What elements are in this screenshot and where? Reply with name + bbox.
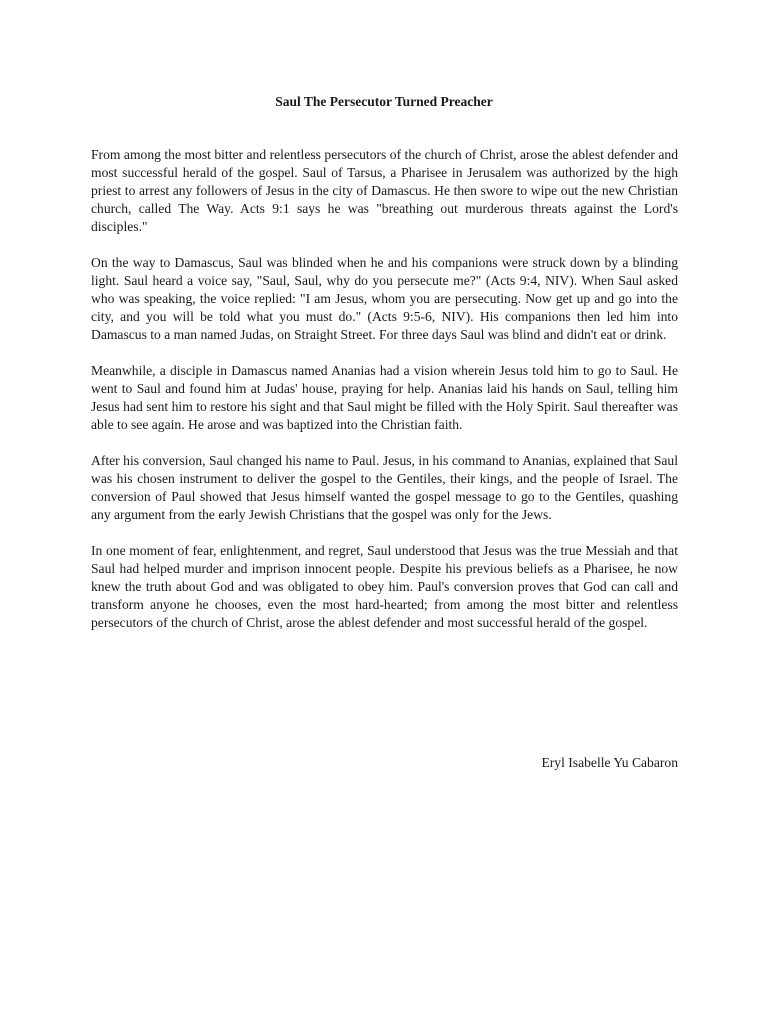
author-name: Eryl Isabelle Yu Cabaron: [541, 755, 678, 770]
document-body: [91, 146, 678, 650]
paragraph-4: After his conversion, Saul changed his name to Paul. Jesus, in his command to Ananias, explained that Saul was his chosen instrument to deliver the gospel to the Gentiles, their kings, and the people of Israel. The conversion of Paul showed that Jesus himself wanted the gospel message to go to the Gentiles, quashing any argument from the early Jewish Christians that the gospel was only for the Jews.: [91, 453, 678, 522]
paragraph-2: On the way to Damascus, Saul was blinded when he and his companions were struck down by a blinding light. Saul heard a voice say, "Saul, Saul, why do you persecute me?" (Acts 9:4, NIV). When Saul asked who was speaking, the voice replied: "I am Jesus, whom you are persecuting. Now get up and go into the city, and you will be told what you must do." (Acts 9:5-6, NIV). His companions then led him into Damascus to a man named Judas, on Straight Street. For three days Saul was blind and didn't eat or drink.: [91, 255, 678, 342]
paragraph-5: In one moment of fear, enlightenment, and regret, Saul understood that Jesus was the true Messiah and that Saul had helped murder and imprison innocent people. Despite his previous beliefs as a Pharisee, he now knew the truth about God and was obligated to obey him. Paul's conversion proves that God can call and transform anyone he chooses, even the most hard-hearted; from among the most bitter and relentless persecutors of the church of Christ, arose the ablest defender and most successful herald of the gospel.: [91, 543, 678, 630]
document-title: Saul The Persecutor Turned Preacher: [275, 94, 493, 109]
paragraph-3: Meanwhile, a disciple in Damascus named Ananias had a vision wherein Jesus told him to go to Saul. He went to Saul and found him at Judas' house, praying for help. Ananias laid his hands on Saul, telling him Jesus had sent him to restore his sight and that Saul might be filled with the Holy Spirit. Saul thereafter was able to see again. He arose and was baptized into the Christian faith.: [91, 363, 678, 432]
paragraph-1: From among the most bitter and relentless persecutors of the church of Christ, arose the ablest defender and most successful herald of the gospel. Saul of Tarsus, a Pharisee in Jerusalem was authorized by the high priest to arrest any followers of Jesus in the city of Damascus. He then swore to wipe out the new Christian church, called The Way. Acts 9:1 says he was "breathing out murderous threats against the Lord's disciples.": [91, 147, 678, 234]
